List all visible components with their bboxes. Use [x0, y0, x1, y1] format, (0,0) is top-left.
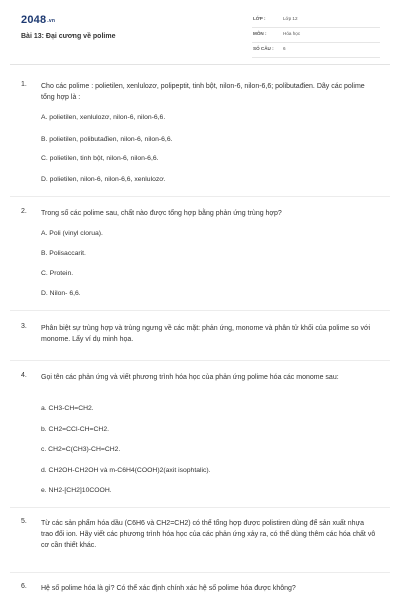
meta-value: Hóa học [283, 31, 301, 36]
answer-option[interactable]: B. Polisaccarit. [41, 250, 86, 257]
answer-option[interactable]: D. polietilen, nilon-6, nilon-6,6, xenlulozơ. [41, 176, 166, 183]
divider [10, 507, 390, 508]
answer-option[interactable]: d. CH2OH-CH2OH và m-C6H4(COOH)2(axit isophtalic). [41, 467, 211, 474]
answer-option[interactable]: A. Poli (vinyl clorua). [41, 230, 103, 237]
document-title: Bài 13: Đại cương về polime [21, 33, 116, 40]
question-number: 6. [21, 583, 27, 590]
divider [10, 310, 390, 311]
question-number: 3. [21, 323, 27, 330]
header-divider [10, 64, 390, 65]
meta-table [252, 13, 380, 58]
logo-text: 2048 [21, 14, 47, 26]
answer-option[interactable]: B. polietilen, polibutađien, nilon-6, nilon-6,6. [41, 136, 173, 143]
question-number: 2. [21, 208, 27, 215]
divider [10, 572, 390, 573]
question-text: Gọi tên các phản ứng và viết phương trình hóa học của phản ứng polime hóa các monome sau: [41, 374, 339, 381]
meta-row-subject [252, 28, 380, 43]
divider [10, 196, 390, 197]
answer-option[interactable]: a. CH3-CH=CH2. [41, 405, 94, 412]
question-text: Hệ số polime hóa là gì? Có thể xác định chính xác hệ số polime hóa được không? [41, 585, 296, 592]
question-text: Cho các polime : polietilen, xenlulozơ, polipeptit, tinh bột, nilon-6, nilon-6,6; polibutađien. Dãy các polime tổng hợp là : [41, 83, 365, 101]
meta-key: MÔN : [253, 31, 267, 36]
answer-option[interactable]: C. polietilen, tinh bột, nilon-6, nilon-6,6. [41, 155, 159, 162]
question-number: 5. [21, 518, 27, 525]
answer-option[interactable]: D. Nilon- 6,6. [41, 290, 81, 297]
meta-row-class [252, 13, 380, 28]
divider [10, 360, 390, 361]
meta-row-count [252, 43, 380, 58]
answer-option[interactable]: c. CH2=C(CH3)-CH=CH2. [41, 446, 121, 453]
meta-key: LỚP : [253, 16, 266, 21]
logo-suffix: .vn [47, 18, 56, 24]
answer-option[interactable]: b. CH2=CCl-CH=CH2. [41, 426, 109, 433]
meta-key: SỐ CÂU : [253, 46, 274, 51]
answer-option[interactable]: e. NH2-[CH2]10COOH. [41, 487, 112, 494]
meta-value: 6 [283, 46, 286, 51]
answer-option[interactable]: A. polietilen, xenlulozơ, nilon-6, nilon-6,6. [41, 114, 166, 121]
question-number: 4. [21, 372, 27, 379]
question-number: 1. [21, 81, 27, 88]
answer-option[interactable]: C. Protein. [41, 270, 74, 277]
question-text: Từ các sản phẩm hóa dầu (C6H6 và CH2=CH2) có thể tổng hợp được polistiren dùng để sản xuất nhựa trao đổi ion. Hãy viết các phương trình hóa học của các phản ứng xảy ra, có thể dùng thêm các hóa chất vô cơ cần thiết khác. [41, 520, 376, 549]
question-text: Phân biệt sự trùng hợp và trùng ngưng về các mặt: phản ứng, monome và phân tử khối của polime so với monome. Lấy ví dụ minh họa. [41, 325, 371, 343]
site-logo[interactable] [21, 14, 55, 26]
header [0, 0, 400, 66]
question-text: Trong số các polime sau, chất nào được tổng hợp bằng phản ứng trùng hợp? [41, 210, 282, 217]
meta-value: Lớp 12 [283, 16, 298, 21]
